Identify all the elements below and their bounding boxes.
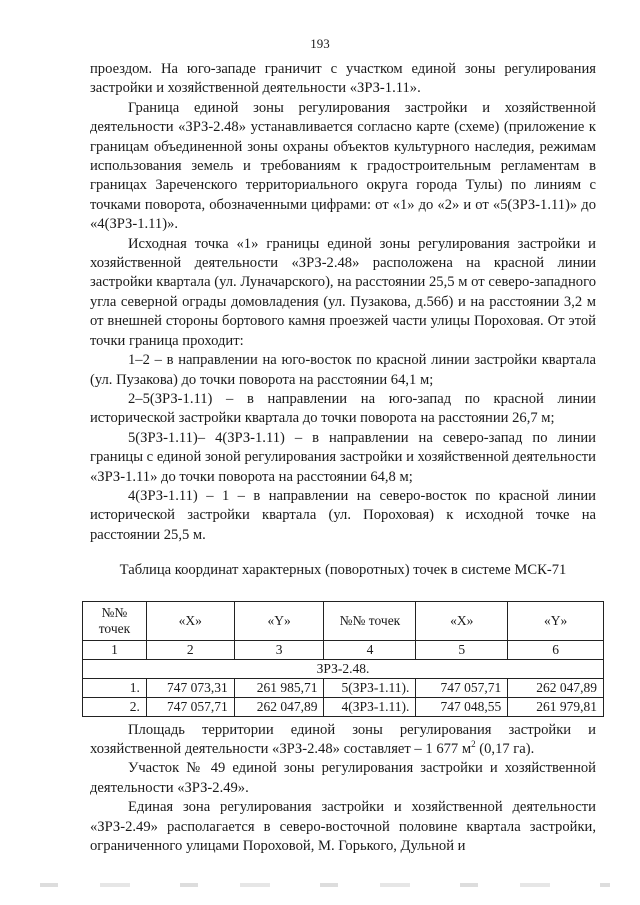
table-cell: «Y» [234, 601, 324, 640]
table-cell: 4(ЗРЗ-1.11). [324, 697, 416, 716]
scan-artifact-marks [40, 883, 610, 887]
paragraph: 2–5(ЗРЗ-1.11) – в направлении на юго-запад по красной линии исторической застройки квартала до точки поворота на расстоянии 26,7 м; [90, 390, 596, 427]
table-cell: 747 073,31 [146, 678, 234, 697]
paragraph: 4(ЗРЗ-1.11) – 1 – в направлении на северо-восток по красной линии исторической застройки квартала (ул. Пороховая) к исходной точке на расстоянии 25,5 м. [90, 487, 596, 543]
paragraph: Единая зона регулирования застройки и хозяйственной деятельности «ЗРЗ-2.49» располагается в северо-восточной половине квартала застройки, ограниченного улицами Пороховой, М. Горького, Дульной и [90, 799, 596, 854]
table-cell: «Y» [508, 601, 604, 640]
table-row [83, 697, 604, 716]
table-cell: 2 [146, 640, 234, 659]
page-number: 193 [310, 36, 330, 51]
table-cell: 3 [234, 640, 324, 659]
table-cell: №№ точек [83, 601, 147, 640]
zone-label: ЗРЗ-2.48. [83, 659, 604, 678]
document-body [90, 60, 596, 856]
paragraphs-after-table [90, 721, 596, 857]
table-cell: 4 [324, 640, 416, 659]
table-cell: 1 [83, 640, 147, 659]
area-unit-superscript: 2 [471, 739, 476, 750]
table-cell: 5(ЗРЗ-1.11). [324, 678, 416, 697]
table-cell: 262 047,89 [234, 697, 324, 716]
area-paragraph [90, 721, 596, 760]
table-cell: 262 047,89 [508, 678, 604, 697]
table-index-row [83, 640, 604, 659]
paragraph: Участок № 49 единой зоны регулирования застройки и хозяйственной деятельности «ЗРЗ-2.49». [90, 760, 596, 796]
paragraph: Граница единой зоны регулирования застройки и хозяйственной деятельности «ЗРЗ-2.48» устанавливается согласно карте (схеме) (приложение к границам объединенной зоны охраны объектов культурного наследия, режимам использования земель и требованиям к градостроительным регламентам в границах Зареченского территориального округа города Тулы) по линиям с точками поворота, обозначенными цифрами: от «1» до «2» и от «5(ЗРЗ-1.11)» до «4(ЗРЗ-1.11)». [90, 99, 596, 233]
table-row [83, 678, 604, 697]
table-cell: «X» [416, 601, 508, 640]
paragraph: 1–2 – в направлении на юго-восток по красной линии застройки квартала (ул. Пузакова) до точки поворота на расстоянии 64,1 м; [90, 352, 596, 388]
table-cell: 2. [83, 697, 147, 716]
paragraph: 5(ЗРЗ-1.11)– 4(ЗРЗ-1.11) – в направлении на северо-запад по линии границы с единой зоной регулирования застройки и хозяйственной деятельности «ЗРЗ-1.11» до точки поворота на расстоянии 64,8 м; [90, 429, 596, 485]
table-zone-row [83, 659, 604, 678]
table-cell: «X» [146, 601, 234, 640]
paragraphs-before [90, 60, 596, 545]
table-cell: 1. [83, 678, 147, 697]
coordinates-table [82, 601, 604, 717]
table-cell: №№ точек [324, 601, 416, 640]
paragraph: проездом. На юго-западе граничит с участком единой зоны регулирования застройки и хозяйственной деятельности «ЗРЗ-1.11». [90, 61, 596, 97]
table-cell: 6 [508, 640, 604, 659]
area-text-end: (0,17 га). [475, 740, 535, 757]
table-cell: 5 [416, 640, 508, 659]
table-cell: 747 057,71 [416, 678, 508, 697]
table-caption: Таблица координат характерных (поворотных) точек в системе МСК-71 [119, 562, 567, 579]
table-cell: 261 979,81 [508, 697, 604, 716]
table-cell: 747 057,71 [146, 697, 234, 716]
paragraph: Исходная точка «1» границы единой зоны регулирования застройки и хозяйственной деятельности «ЗРЗ-2.48» расположена на красной линии застройки квартала (ул. Луначарского), на расстоянии 25,5 м от северо-западного угла северной ограды домовладения (ул. Пузакова, д.56б) и на расстоянии 3,2 м от внешней стороны бортового камня проезжей части улицы Пороховая. От этой точки граница проходит: [90, 235, 596, 349]
table-cell: 261 985,71 [234, 678, 324, 697]
table-cell: 747 048,55 [416, 697, 508, 716]
paragraphs-after [90, 759, 596, 856]
area-text: Площадь территории единой зоны регулирования застройки и хозяйственной деятельности «ЗРЗ-2.48» составляет – 1 677 м [90, 721, 596, 757]
table-header-row [83, 601, 604, 640]
